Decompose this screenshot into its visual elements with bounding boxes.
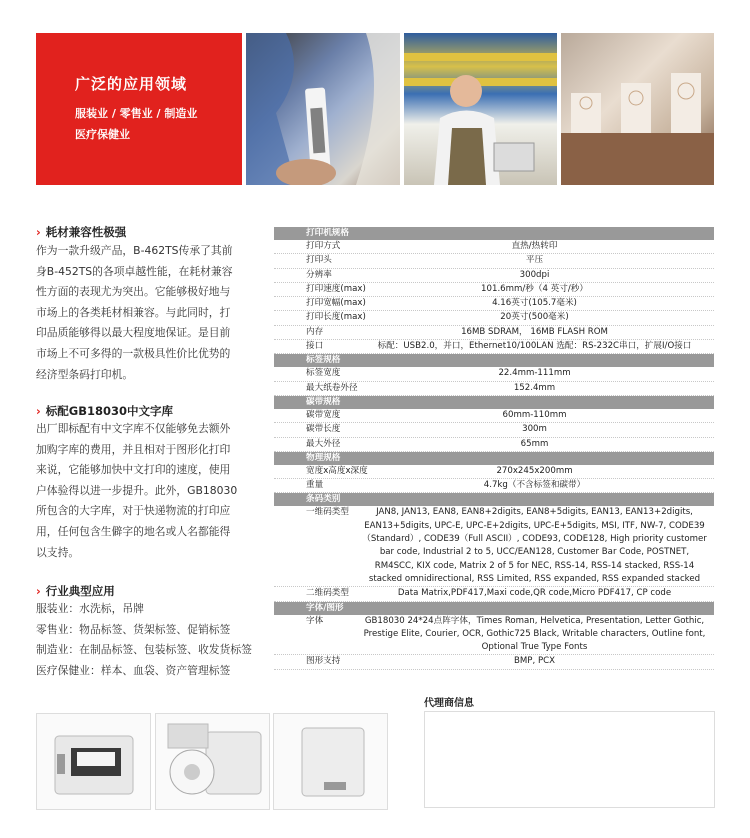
spec-row: 打印速度(max) 101.6mm/秒（4 英寸/秒） [274, 283, 714, 297]
chevron-right-icon: › [36, 584, 41, 598]
agent-info-box [424, 711, 715, 808]
banner [36, 33, 242, 185]
chevron-right-icon: › [36, 225, 41, 239]
spec-row: 重量 4.7kg（不含标签和碳带） [274, 479, 714, 493]
spec-row: 字体 GB18030 24*24点阵字体，Times Roman, Helvetica, Presentation, Letter Gothic, Prestige Elite, Courier, OCR, Gothic725 Black, Writable characters, Outline font, Optional True Type Fonts [274, 615, 714, 656]
spec-group-header: 字体/图形 [274, 602, 714, 615]
paragraph-compatibility: 作为一款升级产品，B-462TS传承了其前 身B-452TS的各项卓越性能，在耗材兼容 性方面的表现尤为突出。它能够极好地与 市场上的各类耗材相兼容。与此同时，打 印品质能够得以最大程度地保证。是目前 市场上不可多得的一款极具性价比优势的 经济型条码打印机。 [36, 244, 233, 381]
spec-row: 打印头 平压 [274, 254, 714, 268]
spec-row: 二维码类型 Data Matrix,PDF417,Maxi code,QR code,Micro PDF417, CP code [274, 587, 714, 601]
photo-retail-worker [404, 33, 557, 185]
photo-garment-tag [246, 33, 400, 185]
product-photo-side [273, 713, 388, 810]
spec-group-header: 条码类别 [274, 493, 714, 506]
photo-jewelry-display [561, 33, 714, 185]
spec-row: 碳带宽度 60mm-110mm [274, 409, 714, 423]
paragraph-chinese-font: 出厂即标配有中文字库不仅能够免去额外 加购字库的费用，并且相对于图形化打印 来说，它能够加快中文打印的速度，使用 户体验得以进一步提升。此外，GB18030 所包含的大字库，对于快递物流的打印应 用，任何包含生僻字的地名或人名都能得 以支持。 [36, 422, 238, 559]
banner-title: 广泛的应用领域 [75, 75, 188, 93]
agent-info-title: 代理商信息 [424, 698, 474, 709]
spec-row: 一维码类型 JAN8, JAN13, EAN8, EAN8+2digits, EAN8+5digits, EAN13, EAN13+2digits, EAN13+5digits, UPC-E, UPC-E+2digits, UPC-E+5digits, MSI, ITF, NW-7, CODE39（Standard）, CODE39（Full ASCII）, CODE93, CODE128, High priority customer bar code, Industrial 2 to 5, UCC/EAN128, Customer Bar Code, POSTNET, RM4SCC, KIX code, Matrix 2 of 5 for NEC, RSS-14, RSS-14 stacked, RSS-14 stacked omnidirectional, RSS Limited, RSS expanded, RSS expanded stacked [274, 506, 714, 587]
spec-row: 内存 16MB SDRAM， 16MB FLASH ROM [274, 326, 714, 340]
spec-row: 分辨率 300dpi [274, 269, 714, 283]
spec-row: 图形支持 BMP, PCX [274, 655, 714, 669]
banner-industries-line1: 服装业 / 零售业 / 制造业 [75, 107, 198, 120]
spec-group-header: 物理规格 [274, 452, 714, 465]
spec-row: 标签宽度 22.4mm-111mm [274, 367, 714, 381]
spec-group-header: 标签规格 [274, 354, 714, 367]
chevron-right-icon: › [36, 404, 41, 418]
spec-group-header: 碳带规格 [274, 396, 714, 409]
spec-row: 打印长度(max) 20英寸(500毫米) [274, 311, 714, 325]
paragraph-applications: 服装业：水洗标，吊牌 零售业：物品标签、货架标签、促销标签 制造业：在制品标签、包装标签、收发货标签 医疗保健业：样本、血袋、资产管理标签 [36, 602, 252, 677]
product-photo-front [36, 713, 151, 810]
section-heading-chinese-font: › 标配GB18030中文字库 [36, 404, 173, 418]
banner-industries-line2: 医疗保健业 [75, 128, 130, 141]
product-photo-open [155, 713, 270, 810]
spec-table [274, 227, 714, 670]
spec-row: 打印方式 直热/热转印 [274, 240, 714, 254]
spec-group-header: 打印机规格 [274, 227, 714, 240]
spec-row: 打印宽幅(max) 4.16英寸(105.7毫米) [274, 297, 714, 311]
section-heading-applications: › 行业典型应用 [36, 584, 115, 598]
spec-row: 宽度x高度x深度 270x245x200mm [274, 465, 714, 479]
spec-row: 最大外径 65mm [274, 438, 714, 452]
spec-row: 最大纸卷外径 152.4mm [274, 382, 714, 396]
spec-row: 接口 标配：USB2.0，并口，Ethernet10/100LAN 选配：RS-232C串口，扩展I/O接口 [274, 340, 714, 354]
section-heading-compatibility: › 耗材兼容性极强 [36, 225, 127, 239]
spec-row: 碳带长度 300m [274, 423, 714, 437]
